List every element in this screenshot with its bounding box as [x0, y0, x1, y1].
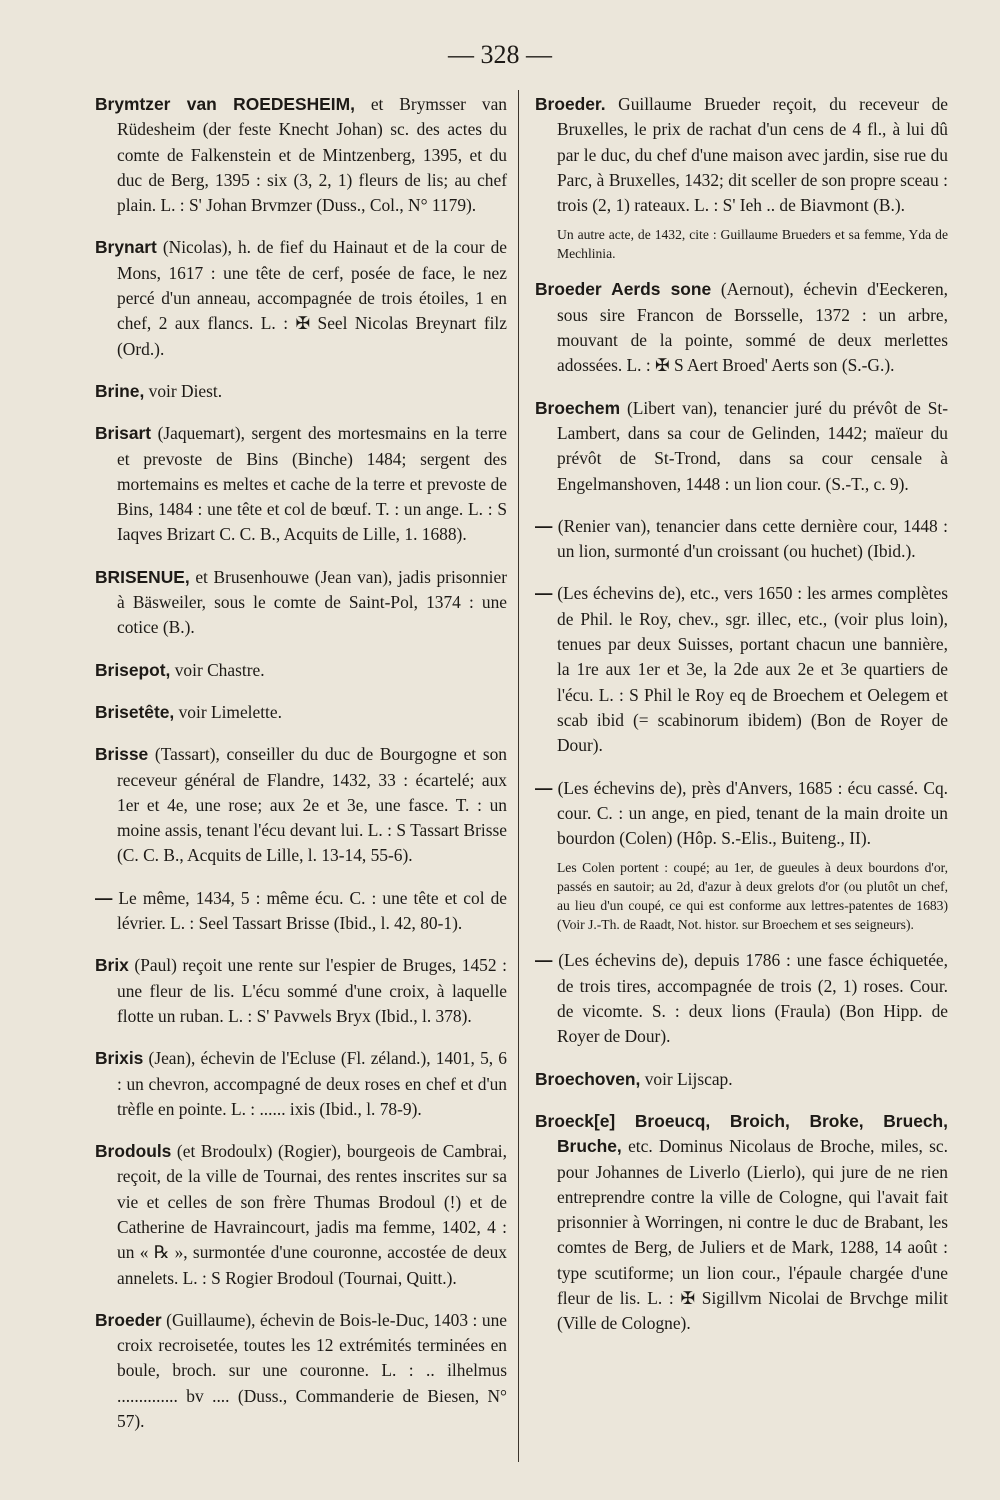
column-divider — [518, 90, 519, 1462]
entry-text: (Nicolas), h. de fief du Hainaut et de la cour de Mons, 1617 : une tête de cerf, posée de face, le nez percé d'un anneau, accompagnée de trois étoiles, 1 en chef, 2 aux flancs. L. : ✠ Seel Nicolas Breynart filz (Ord.). — [117, 237, 507, 359]
dictionary-entry — [95, 742, 507, 868]
dictionary-entry — [95, 1046, 507, 1122]
dictionary-entry — [95, 658, 507, 683]
entry-head: — — [535, 777, 553, 798]
entry-text: et Brusenhouwe (Jean van), jadis prisonnier à Bäsweiler, sous le comte de Saint-Pol, 1374 : une cotice (B.). — [117, 566, 507, 638]
dictionary-entry — [95, 379, 507, 404]
entry-text: (Jaquemart), sergent des mortesmains en la terre et prevoste de Bins (Binche) 1484; sergent des mortemains es meltes et cache de la terre et prevoste de Bins, 1484 : une tête et col de bœuf. T. : un ange. L. : S Iaqves Brizart C. C. B., Acquits de Lille, 1. 1688). — [117, 423, 507, 545]
dictionary-entry — [95, 1308, 507, 1434]
entry-head: Brisepot, — [95, 659, 171, 680]
entry-text: (Paul) reçoit une rente sur l'espier de Bruges, 1452 : une fleur de lis. L'écu sommé d'une croix, à laquelle flotte un ruban. L. : S' Pavwels Bryx (Ibid., l. 378). — [117, 955, 507, 1026]
dictionary-entry — [95, 421, 507, 547]
entry-head: Broeck[e] Broeucq, Broich, Broke, Bruech, Bruche, — [535, 1110, 948, 1157]
dictionary-entry — [535, 396, 948, 497]
entry-text: etc. Dominus Nicolaus de Broche, miles, sc. pour Johannes de Liverlo (Lierlo), qui jure de ne rien entreprendre contre la ville de Cologne, qui l'avait fait prisonnier à Worringen, ni contre le duc de Brabant, les comtes de Berg, de Juliers et de Mark, 1288, 14 août : type scutiforme; un lion cour., l'épaule chargée d'une fleur de lis. L. : ✠ Sigillvm Nicolai de Brvchge milit (Ville de Cologne). — [557, 1136, 948, 1334]
entry-head: Brisetête, — [95, 701, 175, 722]
dictionary-entry — [535, 277, 948, 378]
entry-text: voir Lijscap. — [640, 1068, 733, 1089]
page-number: — 328 — — [448, 40, 552, 69]
entry-head: Brisart — [95, 423, 152, 444]
entry-head: Broeder Aerds sone — [535, 279, 712, 300]
footnote: Les Colen portent : coupé; au 1er, de gueules à deux bourdons d'or, passés en sautoir; au 2d, d'azur à deux grelots d'or (ou plutôt un chef, au lieu d'un coupé, ce qui est conforme aux lettres-patentes de 1683) (Voir J.-Th. de Raadt, Not. histor. sur Broechem et ses seigneurs). — [557, 860, 948, 933]
entry-head: Brisse — [95, 744, 149, 765]
entry-text: et Brymsser van Rüdesheim (der feste Knecht Johan) sc. des actes du comte de Falkenstein et de Mintzenberg, 1395, et du duc de Berg, 1395 : six (3, 2, 1) fleurs de lis; au chef plain. L. : S' Johan Brvmzer (Duss., Col., N° 1179). — [117, 94, 507, 216]
entry-text: (Tassart), conseiller du duc de Bourgogne et son receveur général de Flandre, 1432, 33 : écartelé; aux 1er et 4e, une rose; aux 2e et 3e, une fasce. T. : un moine assis, tenant l'écu devant lui. L. : S Tassart Brisse (C. C. B., Acquits de Lille, l. 13-14, 55-6). — [117, 744, 507, 866]
dictionary-entry — [95, 565, 507, 641]
entry-text: (Aernout), échevin d'Eeckeren, sous sire Francon de Borsselle, 1372 : un arbre, mouvant de la pointe, sommé de deux merlettes adossées. L. : ✠ S Aert Broed' Aerts son (S.-G.). — [557, 279, 949, 376]
entry-head: Brixis — [95, 1048, 144, 1069]
left-column — [95, 92, 507, 1451]
dictionary-entry — [535, 1109, 948, 1337]
entry-text: (et Brodoulx) (Rogier), bourgeois de Cambrai, reçoit, de la ville de Tournai, des rentes inscrites sur sa vie et celles de son frère Thumas Brodoul (!) et de Catherine de Havraincourt, jadis ma femme, 1402, 4 : un « ℞ », surmontée d'une couronne, accostée de deux annelets. L. : S Rogier Brodoul (Tournai, Quitt.). — [117, 1141, 507, 1288]
entry-head: Brymtzer van ROEDESHEIM, — [95, 94, 355, 114]
entry-head: Brix — [95, 955, 129, 976]
dictionary-entry — [95, 953, 507, 1029]
entry-text: (Guillaume), échevin de Bois-le-Duc, 1403 : une croix recroisetée, toutes les 12 extrémités terminées en boule, broch. sur une couronne. L. : .. ilhelmus .............. bv .... (Duss., Commanderie de Biesen, N° 57). — [117, 1309, 507, 1432]
dictionary-entry — [95, 92, 507, 218]
entry-head: Broechoven, — [535, 1068, 641, 1089]
entry-text: (Renier van), tenancier dans cette dernière cour, 1448 : un lion, surmonté d'un croissant (ou huchet) (Ibid.). — [552, 515, 948, 562]
entry-head: — — [535, 950, 553, 971]
dictionary-entry — [535, 1067, 948, 1092]
entry-text: (Les échevins de), près d'Anvers, 1685 : écu cassé. Cq. cour. C. : un ange, en pied, tenant de la main droite un bourdon (Colen) (Hôp. S.-Elis., Buiteng., II). — [552, 777, 948, 849]
footnote: Un autre acte, de 1432, cite : Guillaume Brueders et sa femme, Yda de Mechlinia. — [557, 227, 948, 262]
right-column — [535, 92, 948, 1354]
entry-head: Broeder. — [535, 94, 606, 114]
entry-text: (Libert van), tenancier juré du prévôt de St-Lambert, dans sa cour de Gelinden, 1442; maïeur du prévôt de St-Trond, dans sa cour censale à Engelmanshoven, 1448 : un lion cour. (S.-T., c. 9). — [557, 397, 948, 494]
entry-head: Brynart — [95, 237, 157, 258]
entry-head: — — [535, 515, 553, 536]
entry-text: voir Limelette. — [174, 701, 282, 722]
dictionary-entry — [95, 235, 507, 361]
entry-text: voir Diest. — [144, 380, 223, 401]
entry-head: Broeder — [95, 1309, 162, 1330]
entry-head: Brodouls — [95, 1141, 172, 1162]
entry-head: Broechem — [535, 397, 621, 418]
dictionary-entry — [535, 581, 948, 758]
entry-head: Brine, — [95, 380, 145, 401]
entry-text: (Les échevins de), depuis 1786 : une fasce échiquetée, de trois tires, accompagnée de trois (2, 1) roses. Cour. de vicomte. S. : deux lions (Fraula) (Bon Hipp. de Royer de Dour). — [552, 950, 948, 1047]
entry-head: BRISENUE, — [95, 566, 190, 587]
entry-text: (Jean), échevin de l'Ecluse (Fl. zéland.), 1401, 5, 6 : un chevron, accompagné de deux roses en chef et d'un trèfle en pointe. L. : ...... ixis (Ibid., l. 78-9). — [117, 1048, 507, 1119]
dictionary-entry — [535, 514, 948, 565]
entry-text: (Les échevins de), etc., vers 1650 : les armes complètes de Phil. le Roy, chev., sgr. illec, etc., (voir plus loin), tenues par deux Suisses, portant chacun une bannière, la 1re aux 1er et 3e, la 2de aux 2e et 3e quartiers de l'écu. L. : S Phil le Roy eq de Broechem et Oelegem et scab ibid (= scabinorum ibidem) (Bon de Royer de Dour). — [552, 583, 948, 756]
dictionary-entry — [95, 1139, 507, 1291]
entry-head: — — [535, 583, 553, 604]
entry-text: Guillaume Brueder reçoit, du receveur de Bruxelles, le prix de rachat d'un cens de 4 fl., à lui dû par le duc, du chef d'une maison avec jardin, sise rue du Parc, à Bruxelles, 1432; dit sceller de son propre sceau : trois (2, 1) rateaux. L. : S' Ieh .. de Biavmont (B.). — [557, 94, 948, 216]
entry-head: — — [95, 887, 113, 908]
entry-text: Le même, 1434, 5 : même écu. C. : une tête et col de lévrier. L. : Seel Tassart Brisse (Ibid., l. 42, 80-1). — [112, 887, 507, 934]
dictionary-entry — [95, 886, 507, 937]
dictionary-entry — [535, 776, 948, 852]
dictionary-entry — [535, 948, 948, 1049]
entry-text: voir Chastre. — [170, 659, 265, 680]
dictionary-entry — [535, 92, 948, 218]
dictionary-entry — [95, 700, 507, 725]
